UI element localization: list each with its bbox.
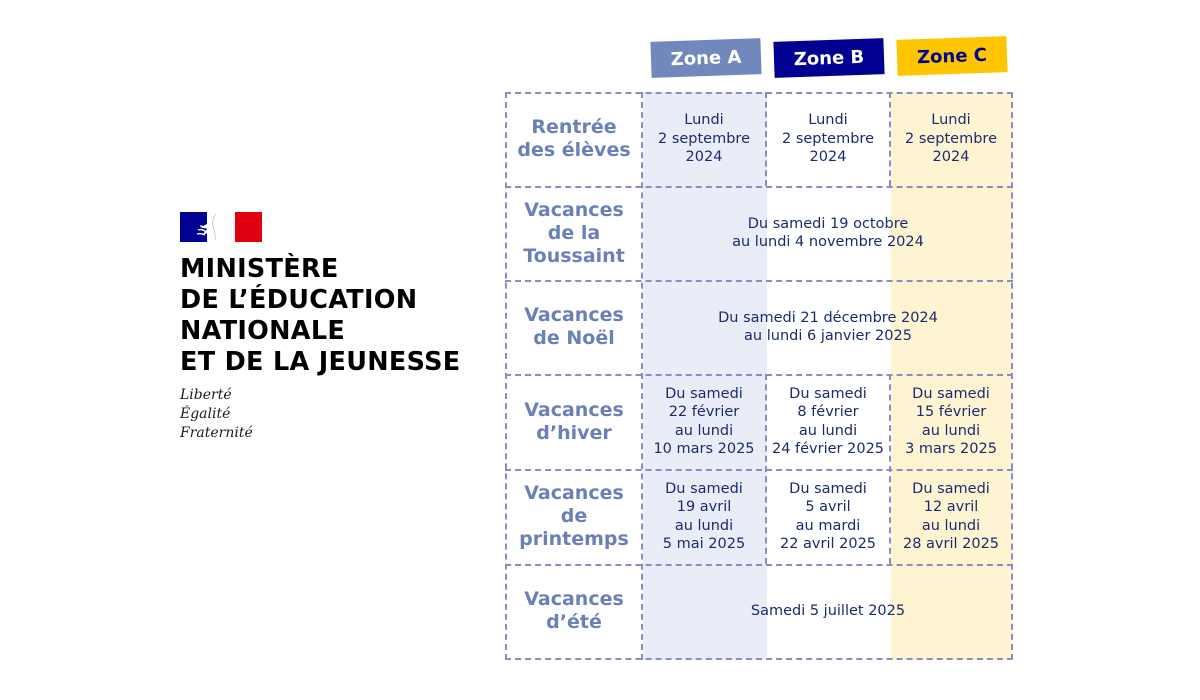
ministry-name-line: MINISTÈRE (180, 254, 339, 284)
republic-motto (180, 386, 461, 443)
ministry-name (180, 254, 461, 378)
motto-egalite: Égalité (180, 406, 231, 422)
ministry-name-line: NATIONALE (180, 316, 346, 346)
cell-printemps-zone-b: Du samedi 5 avril au mardi 22 avril 2025 (779, 480, 877, 552)
grid-line (505, 658, 1013, 660)
cell-noel-all-zones: Du samedi 21 décembre 2024 au lundi 6 janvier 2025 (718, 309, 938, 344)
cell-ete-all-zones: Samedi 5 juillet 2025 (750, 602, 906, 619)
row-label-noel: Vacances de Noël (524, 304, 624, 349)
cell-printemps-zone-c: Du samedi 12 avril au lundi 28 avril 2025 (902, 480, 1000, 552)
cell-toussaint-all-zones: Du samedi 19 octobre au lundi 4 novembre 2024 (732, 215, 924, 250)
row-label-toussaint: Vacances de la Toussaint (523, 198, 625, 267)
cell-hiver-zone-a: Du samedi 22 février au lundi 10 mars 2025 (653, 385, 755, 457)
row-label-printemps: Vacances de printemps (519, 482, 629, 550)
zone-b-tab: Zone B (773, 38, 884, 78)
ministry-name-line: DE L’ÉDUCATION (180, 285, 418, 315)
flag-red-band (235, 212, 262, 242)
row-label-rentree: Rentrée des élèves (517, 116, 631, 161)
motto-fraternite: Fraternité (180, 425, 253, 441)
row-label-ete: Vacances d’été (524, 588, 624, 633)
cell-rentree-zone-c: Lundi 2 septembre 2024 (904, 112, 997, 166)
row-label-hiver: Vacances d’hiver (524, 398, 624, 444)
cell-rentree-zone-a: Lundi 2 septembre 2024 (657, 112, 750, 166)
cell-rentree-zone-b: Lundi 2 septembre 2024 (781, 112, 874, 166)
motto-liberte: Liberté (180, 387, 232, 403)
calendar-grid (505, 92, 1013, 660)
zone-a-tab: Zone A (650, 38, 761, 78)
zone-c-tab: Zone C (896, 36, 1007, 76)
marianne-icon (194, 212, 234, 242)
cell-hiver-zone-c: Du samedi 15 février au lundi 3 mars 2025 (905, 385, 997, 457)
cell-hiver-zone-b: Du samedi 8 février au lundi 24 février 2025 (771, 385, 885, 457)
french-flag (180, 212, 262, 242)
ministry-logo (180, 212, 461, 443)
ministry-name-line: ET DE LA JEUNESSE (180, 347, 461, 377)
cell-printemps-zone-a: Du samedi 19 avril au lundi 5 mai 2025 (662, 480, 746, 552)
